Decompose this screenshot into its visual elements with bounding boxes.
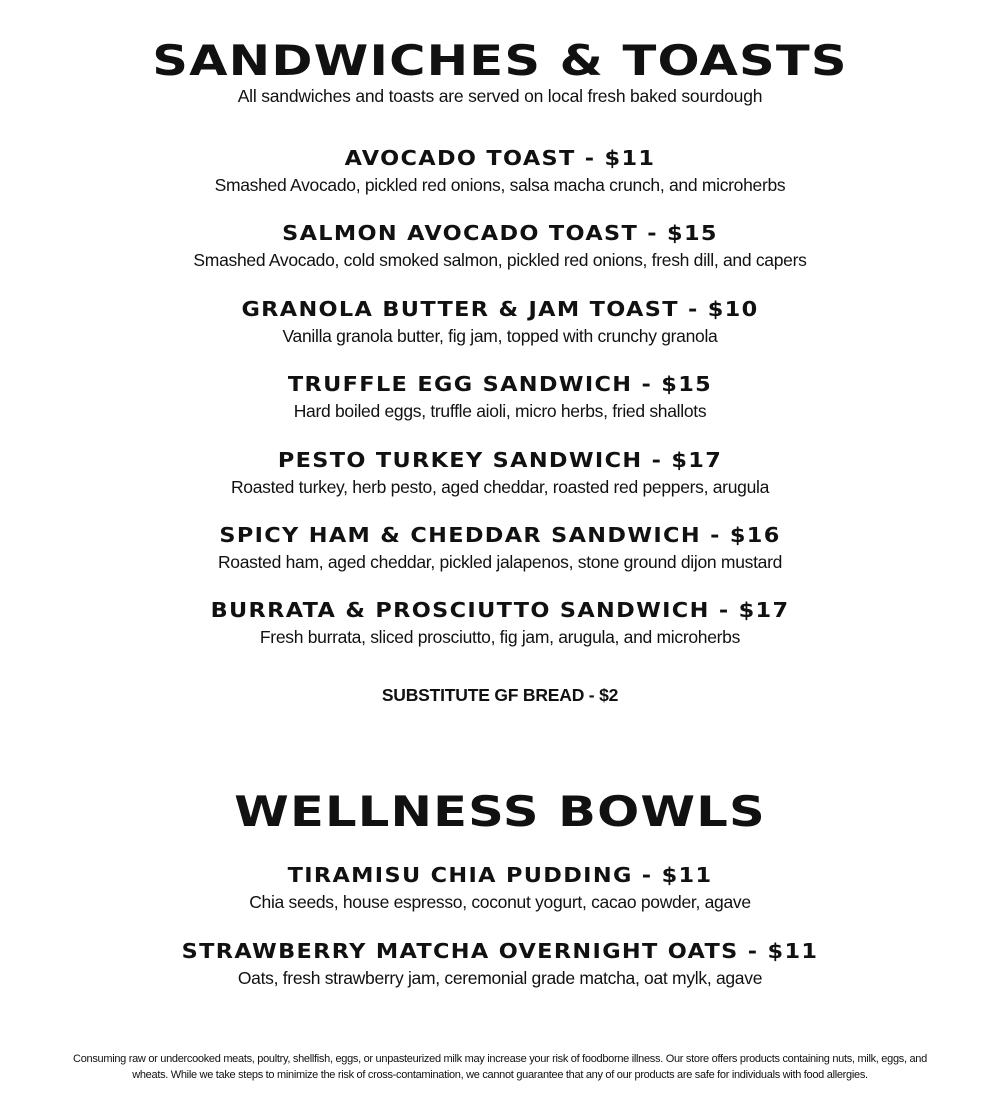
menu-item-spicy-ham-cheddar-sandwich bbox=[0, 523, 1000, 573]
menu-item-name: TIRAMISU CHIA PUDDING - $11 bbox=[287, 863, 713, 887]
sandwiches-section-subtitle: All sandwiches and toasts are served on local fresh baked sourdough bbox=[237, 86, 763, 106]
menu-item-name: SPICY HAM & CHEDDAR SANDWICH - $16 bbox=[219, 523, 781, 547]
menu-item-description: Fresh burrata, sliced prosciutto, fig jam, arugula, and microherbs bbox=[259, 627, 741, 647]
menu-item-name: SALMON AVOCADO TOAST - $15 bbox=[282, 221, 718, 245]
menu-item-name: AVOCADO TOAST - $11 bbox=[344, 146, 656, 170]
menu-item-name: PESTO TURKEY SANDWICH - $17 bbox=[277, 448, 723, 472]
menu-item-description: Smashed Avocado, cold smoked salmon, pickled red onions, fresh dill, and capers bbox=[193, 250, 807, 270]
substitute-gf-bread-note: SUBSTITUTE GF BREAD - $2 bbox=[381, 685, 619, 705]
sandwiches-section-title: SANDWICHES & TOASTS bbox=[152, 36, 848, 85]
allergy-disclaimer: Consuming raw or undercooked meats, poultry, shellfish, eggs, or unpasteurized milk may increase your risk of foodborne illness. Our store offers products containing nuts, milk, eggs, and wheats. While we take steps to minimize the risk of cross-contamination, we cannot guarantee that any of our products are safe for individuals with food allergies. bbox=[73, 1053, 927, 1081]
menu-item-description: Oats, fresh strawberry jam, ceremonial grade matcha, oat mylk, agave bbox=[237, 968, 763, 988]
menu-item-strawberry-matcha-overnight-oats bbox=[0, 939, 1000, 989]
menu-item-description: Vanilla granola butter, fig jam, topped with crunchy granola bbox=[282, 326, 718, 346]
menu-item-truffle-egg-sandwich bbox=[0, 372, 1000, 422]
menu-item-name: TRUFFLE EGG SANDWICH - $15 bbox=[287, 372, 713, 396]
menu-item-pesto-turkey-sandwich bbox=[0, 448, 1000, 498]
menu-item-tiramisu-chia-pudding bbox=[0, 863, 1000, 913]
menu-item-salmon-avocado-toast bbox=[0, 221, 1000, 271]
menu-item-granola-butter-jam-toast bbox=[0, 297, 1000, 347]
menu-item-name: BURRATA & PROSCIUTTO SANDWICH - $17 bbox=[210, 598, 790, 622]
menu-item-avocado-toast bbox=[0, 146, 1000, 196]
menu-item-name: GRANOLA BUTTER & JAM TOAST - $10 bbox=[241, 297, 759, 321]
menu-item-burrata-prosciutto-sandwich bbox=[0, 598, 1000, 648]
menu-item-description: Roasted ham, aged cheddar, pickled jalapenos, stone ground dijon mustard bbox=[217, 552, 783, 572]
menu-item-description: Hard boiled eggs, truffle aioli, micro herbs, fried shallots bbox=[293, 401, 707, 421]
menu-item-name: STRAWBERRY MATCHA OVERNIGHT OATS - $11 bbox=[181, 939, 819, 963]
menu-item-description: Chia seeds, house espresso, coconut yogurt, cacao powder, agave bbox=[249, 892, 751, 912]
menu-item-description: Roasted turkey, herb pesto, aged cheddar, roasted red peppers, arugula bbox=[230, 477, 770, 497]
wellness-section-title: WELLNESS BOWLS bbox=[234, 787, 766, 836]
menu-item-description: Smashed Avocado, pickled red onions, salsa macha crunch, and microherbs bbox=[214, 175, 786, 195]
